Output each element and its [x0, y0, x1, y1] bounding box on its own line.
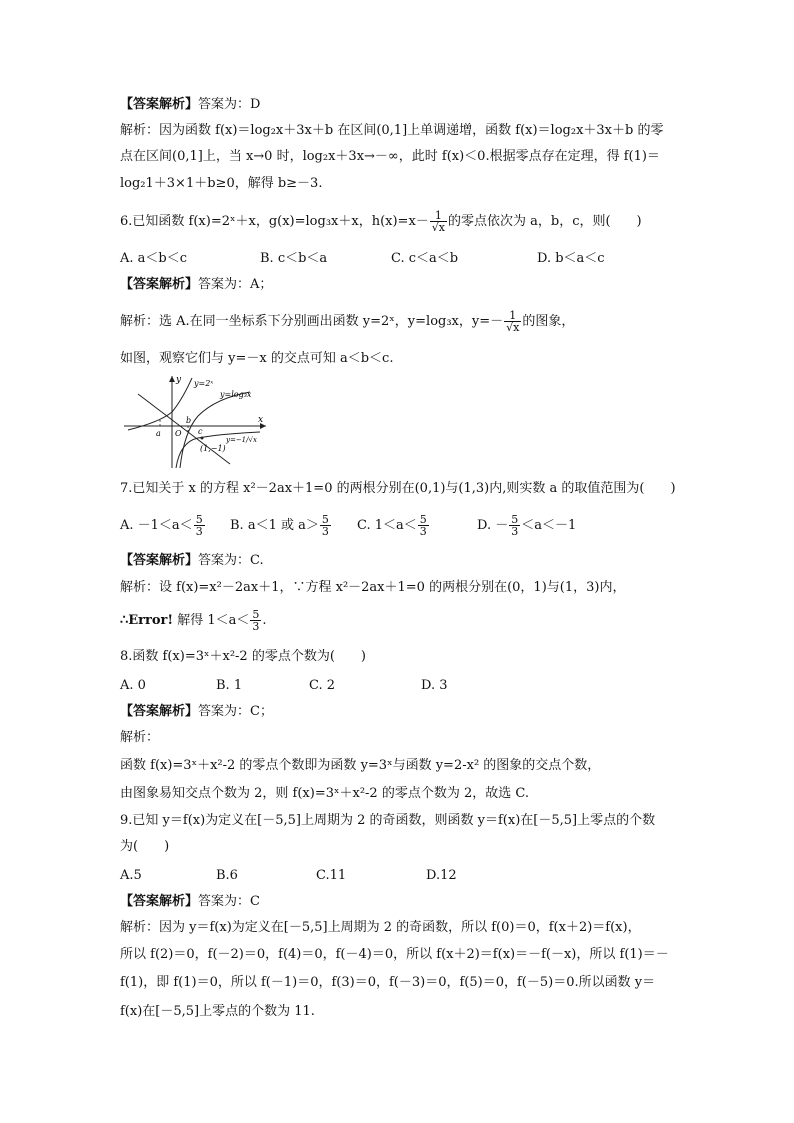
answer-text: 答案为：C.: [198, 553, 264, 568]
q7-analysis-line2: [120, 609, 267, 632]
q9-analysis-line3: f(1)，即 f(1)＝0，所以 f(－1)＝0，f(3)＝0，f(－3)＝0，f(5)＝0，f(－5)＝0.所以函数 y＝: [120, 975, 656, 990]
answer-header: 【答案解析】: [120, 277, 199, 292]
fraction: [509, 514, 520, 537]
q7-option-a: [120, 514, 206, 537]
q8-option-a: A. 0: [120, 678, 146, 693]
option-text: D. －: [477, 518, 509, 533]
fraction-numerator: 1: [504, 310, 521, 322]
q5-analysis-line1: 解析：因为函数 f(x)＝log₂x＋3x＋b 在区间(0,1]上单调递增，函数 f(x)＝log₂x＋3x＋b 的零: [120, 123, 664, 138]
error-text: ∴Error!: [120, 613, 174, 628]
q9-analysis-line1: 解析：因为 y＝f(x)为定义在[－5,5]上周期为 2 的奇函数，所以 f(0)＝0，f(x＋2)＝f(x)，: [120, 920, 641, 935]
fraction-numerator: 5: [195, 513, 203, 526]
q9-analysis-line2: 所以 f(2)＝0，f(－2)＝0，f(4)＝0，f(－4)＝0，所以 f(x＋2)＝f(x)＝－f(－x)，所以 f(1)＝－: [120, 947, 669, 962]
q6-analysis-before: 解析：选 A.在同一坐标系下分别画出函数 y=2ˣ，y=log₃x，y=－: [120, 314, 504, 329]
q6-stem-after: 的零点依次为 a，b，c，则( ): [448, 214, 642, 229]
label-origin: O: [175, 429, 182, 438]
label-c: c: [198, 427, 203, 436]
fraction-numerator: 5: [321, 513, 329, 526]
q6-fraction: [430, 210, 447, 233]
fraction-denominator: 3: [195, 525, 203, 538]
fraction-denominator: 3: [252, 620, 260, 633]
q6-analysis-line1: [120, 310, 574, 333]
q9-option-a: A.5: [120, 868, 142, 883]
q9-option-c: C.11: [316, 868, 347, 883]
q6-stem-before: 6.已知函数 f(x)=2ˣ＋x，g(x)=log₃x＋x，h(x)=x－: [120, 214, 429, 229]
answer-text: 答案为：A；: [198, 277, 273, 292]
fraction-denominator: 3: [419, 525, 427, 538]
q8-answer-line: [120, 703, 273, 720]
q6-analysis-line2: 如图，观察它们与 y=－x 的交点可知 a＜b＜c.: [120, 351, 394, 366]
fraction: [250, 609, 261, 632]
q9-stem-line2: 为( ): [120, 839, 170, 854]
label-x: x: [258, 415, 264, 425]
label-b: b: [186, 416, 192, 425]
option-text: B. a＜1 或 a＞: [230, 518, 319, 533]
curve-2x: [128, 378, 192, 430]
point-1-neg1: [201, 437, 204, 440]
fraction-denominator: √x: [431, 221, 445, 234]
y-axis-arrow-icon: [169, 376, 175, 382]
q7-option-c: [357, 514, 430, 537]
fraction: [194, 514, 205, 537]
fraction: [320, 514, 331, 537]
q8-stem: 8.函数 f(x)=3ˣ＋x²-2 的零点个数为( ): [120, 649, 366, 664]
answer-text: 答案为：D: [198, 97, 261, 112]
q9-analysis-line4: f(x)在[－5,5]上零点的个数为 11.: [120, 1004, 315, 1019]
option-text: C. 1＜a＜: [357, 518, 417, 533]
q6-option-a: A. a＜b＜c: [120, 251, 188, 266]
q9-stem-line1: 9.已知 y＝f(x)为定义在[－5,5]上周期为 2 的奇函数，则函数 y＝f(x)在[－5,5]上零点的个数: [120, 813, 656, 828]
q5-analysis-line2: 点在区间(0,1]上，当 x→0 时，log₂x＋3x→－∞，此时 f(x)＜0.根据零点存在定理，得 f(1)＝: [120, 149, 660, 164]
label-inv-sqrt: y=−1/√x: [226, 436, 257, 444]
fraction-numerator: 5: [252, 608, 260, 621]
q5-answer-line: [120, 96, 260, 113]
fraction-denominator: 3: [511, 525, 519, 538]
analysis-end: .: [262, 613, 267, 628]
line-y-neg-x: [138, 394, 230, 464]
option-text-after: ＜a＜－1: [521, 518, 577, 533]
fraction-denominator: 3: [321, 525, 329, 538]
fraction-numerator: 1: [430, 210, 447, 222]
q8-analysis-label: 解析：: [120, 730, 160, 745]
label-a: a: [156, 429, 161, 438]
answer-text: 答案为：C；: [198, 704, 273, 719]
analysis-text: 解得 1＜a＜: [173, 613, 250, 628]
answer-header: 【答案解析】: [120, 894, 199, 909]
label-2x: y=2ˣ: [194, 379, 214, 388]
q6-function-graph: [120, 372, 270, 470]
q7-option-d: [477, 514, 576, 537]
fraction: [418, 514, 429, 537]
fraction-denominator: √x: [506, 321, 520, 334]
answer-text: 答案为：C: [198, 894, 260, 909]
q7-option-b: [230, 514, 332, 537]
answer-header: 【答案解析】: [120, 704, 199, 719]
q5-analysis-line3: log₂1＋3×1＋b≥0，解得 b≥－3.: [120, 176, 323, 191]
label-log3x: y=log₃x: [220, 390, 252, 399]
q8-option-c: C. 2: [309, 678, 336, 693]
q6-option-d: D. b＜a＜c: [537, 251, 605, 266]
fraction-numerator: 5: [419, 513, 427, 526]
q6-analysis-after: 的图象，: [522, 314, 575, 329]
q8-analysis-line1: 函数 f(x)=3ˣ＋x²-2 的零点个数即为函数 y=3ˣ与函数 y=2-x² 的图象的交点个数，: [120, 758, 601, 773]
label-point: (1,−1): [200, 444, 226, 453]
q8-option-b: B. 1: [216, 678, 243, 693]
q9-option-b: B.6: [216, 868, 238, 883]
q6-option-c: C. c＜a＜b: [391, 251, 459, 266]
q6-analysis-fraction: [504, 310, 521, 333]
answer-header: 【答案解析】: [120, 553, 199, 568]
q9-answer-line: [120, 893, 260, 910]
q7-answer-line: [120, 552, 264, 569]
q9-option-d: D.12: [426, 868, 457, 883]
answer-header: 【答案解析】: [120, 97, 199, 112]
q6-option-b: B. c＜b＜a: [260, 251, 328, 266]
q7-stem: 7.已知关于 x 的方程 x²－2ax＋1=0 的两根分别在(0,1)与(1,3)内,则实数 a 的取值范围为( ): [120, 481, 676, 496]
q8-option-d: D. 3: [421, 678, 448, 693]
option-text: A. －1＜a＜: [120, 518, 193, 533]
curve-log3x: [180, 392, 250, 468]
fraction-numerator: 5: [511, 513, 519, 526]
q8-analysis-line2: 由图象易知交点个数为 2，则 f(x)=3ˣ＋x²-2 的零点个数为 2，故选 C.: [120, 786, 529, 801]
label-y: y: [176, 375, 182, 385]
q7-analysis-line1: 解析：设 f(x)=x²－2ax＋1，∵方程 x²－2ax＋1=0 的两根分别在(0，1)与(1，3)内，: [120, 580, 626, 595]
q6-answer-line: [120, 276, 272, 293]
q6-stem: [120, 210, 642, 233]
